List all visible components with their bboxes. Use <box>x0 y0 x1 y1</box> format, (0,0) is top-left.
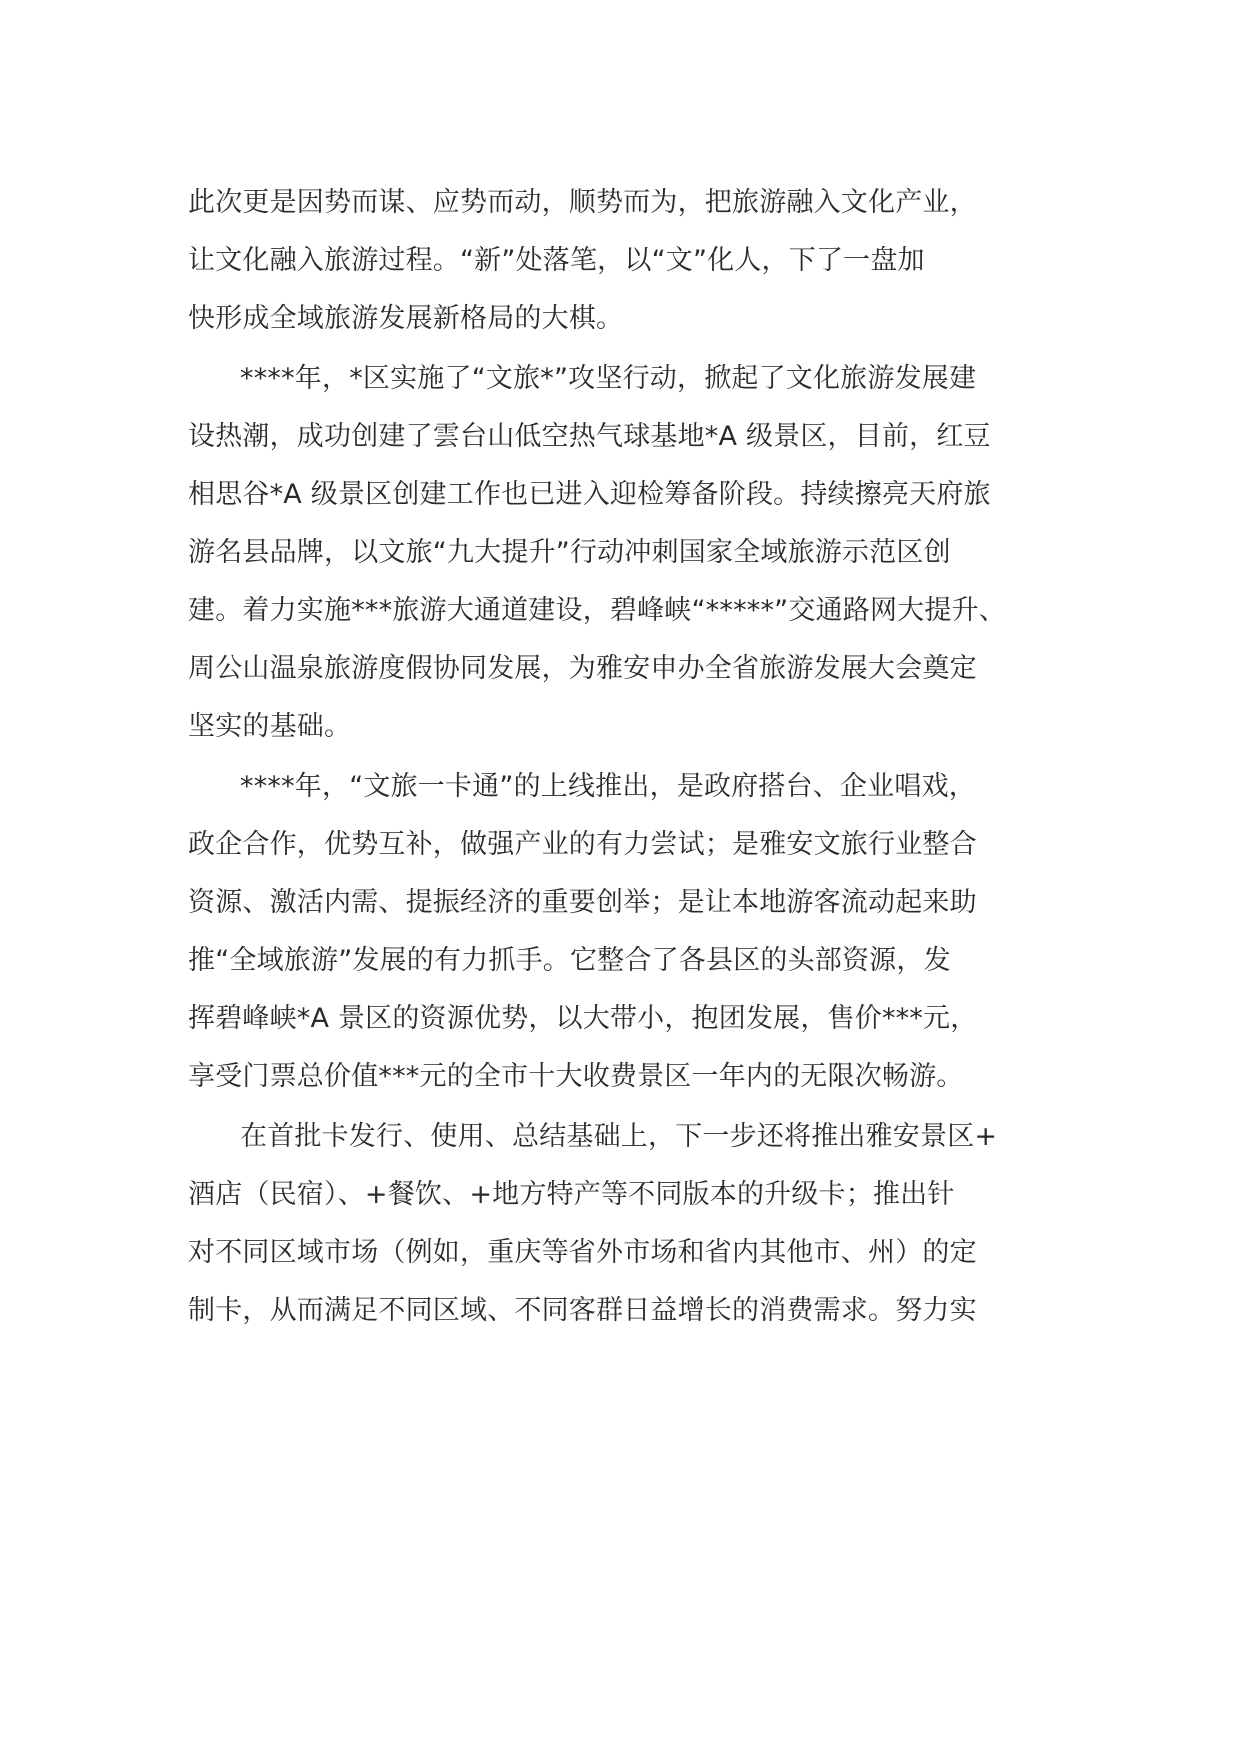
text-line: 周公山温泉旅游度假协同发展，为雅安申办全省旅游发展大会奠定 <box>188 653 977 684</box>
text-line: 挥碧峰峡*A 景区的资源优势，以大带小，抱团发展，售价***元， <box>188 1003 978 1034</box>
text-line: 此次更是因势而谋、应势而动，顺势而为，把旅游融入文化产业， <box>188 187 977 218</box>
text-line: 推“全域旅游”发展的有力抓手。它整合了各县区的头部资源，发 <box>188 945 951 976</box>
text-line: 资源、激活内需、提振经济的重要创举；是让本地游客流动起来助 <box>188 887 977 918</box>
text-line: 制卡，从而满足不同区域、不同客群日益增长的消费需求。努力实 <box>188 1295 977 1326</box>
text-line: 酒店（民宿）、+餐饮、+地方特产等不同版本的升级卡；推出针 <box>188 1179 955 1210</box>
paragraph-first-line: ****年，“文旅一卡通”的上线推出，是政府搭台、企业唱戏， <box>240 771 976 802</box>
paragraph-first-line: 在首批卡发行、使用、总结基础上，下一步还将推出雅安景区+ <box>240 1121 998 1152</box>
text-line: 坚实的基础。 <box>188 711 352 742</box>
text-line: 政企合作，优势互补，做强产业的有力尝试；是雅安文旅行业整合 <box>188 829 977 860</box>
text-line: 对不同区域市场（例如，重庆等省外市场和省内其他市、州）的定 <box>188 1237 977 1268</box>
text-line: 建。着力实施***旅游大通道建设，碧峰峡“*****”交通路网大提升、 <box>188 595 1006 626</box>
text-line: 游名县品牌，以文旅“九大提升”行动冲刺国家全域旅游示范区创 <box>188 537 951 568</box>
text-line: 设热潮，成功创建了雲台山低空热气球基地*A 级景区，目前，红豆 <box>188 421 991 452</box>
text-line: 让文化融入旅游过程。“新”处落笔，以“文”化人，下了一盘加 <box>188 245 925 276</box>
text-line: 享受门票总价值***元的全市十大收费景区一年内的无限次畅游。 <box>188 1061 964 1092</box>
paragraph-first-line: ****年，*区实施了“文旅*”攻坚行动，掀起了文化旅游发展建 <box>240 363 977 394</box>
text-line: 快形成全域旅游发展新格局的大棋。 <box>188 303 624 334</box>
text-line: 相思谷*A 级景区创建工作也已进入迎检筹备阶段。持续擦亮天府旅 <box>188 479 991 510</box>
